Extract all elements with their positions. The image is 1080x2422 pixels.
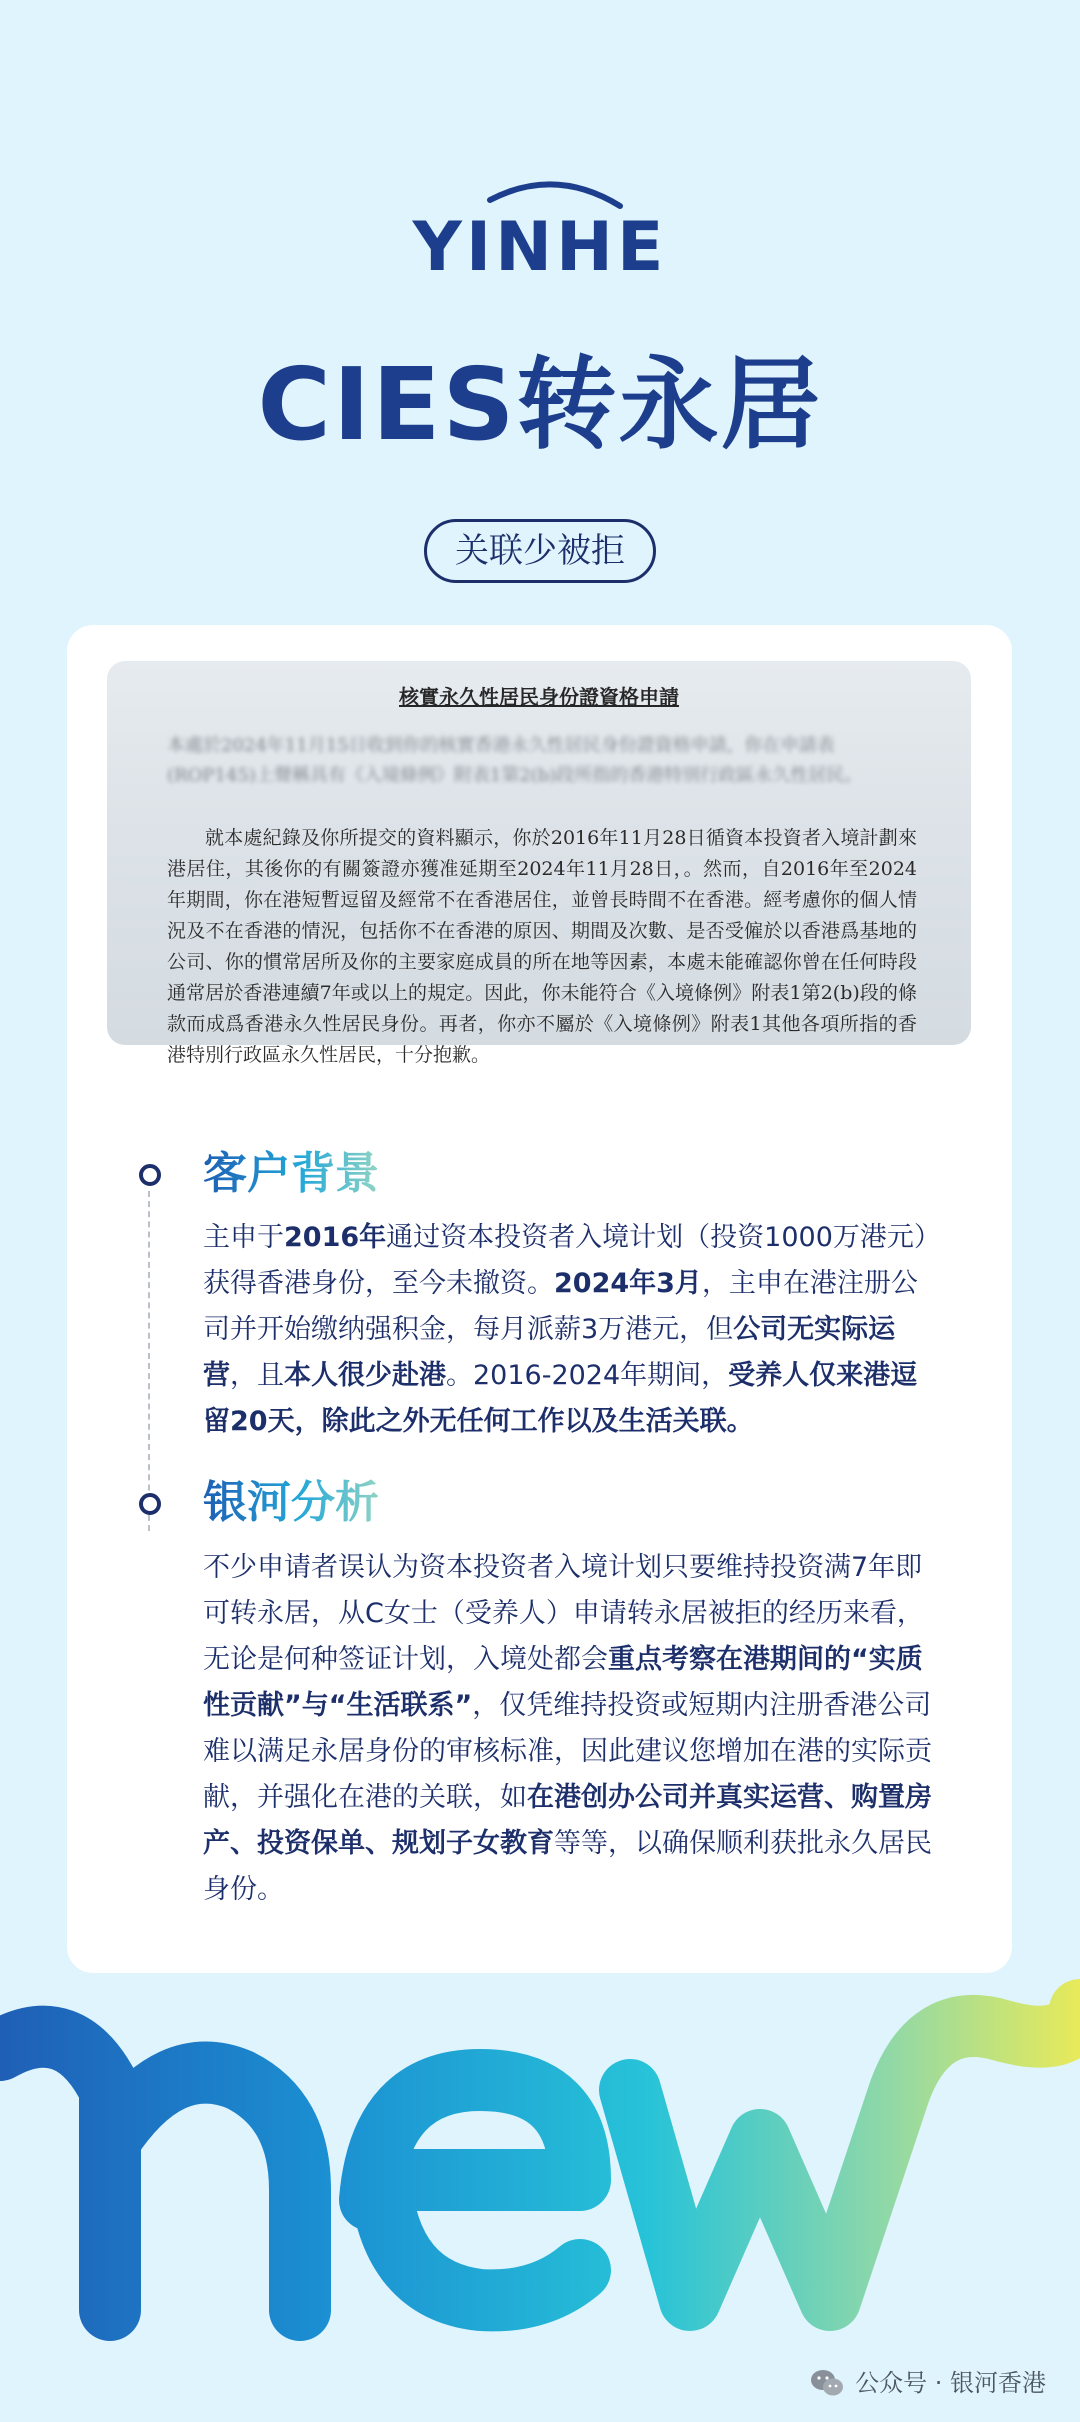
body-text: ，且 xyxy=(230,1360,284,1391)
wechat-footer[interactable] xyxy=(809,2365,1046,2401)
emphasis-text: 公司无实际运营 xyxy=(203,1314,896,1391)
emphasis-text: 本人很少赴港 xyxy=(284,1360,446,1391)
letter-title: 核實永久性居民身份證資格申請 xyxy=(399,685,679,709)
timeline-dot-1 xyxy=(139,1164,161,1186)
new-ribbon-art xyxy=(0,1990,1080,2422)
logo-text: YINHE xyxy=(412,208,668,287)
section-title-background: 客户背景 xyxy=(203,1146,379,1202)
letter-blurred-paragraph: 本處於2024年11月15日收到你的核實香港永久性居民身份證資格申請，你在申請表(ROP145)上聲稱具有《入境條例》附表1第2(b)段所指的香港特別行政區永久性居民。 xyxy=(167,735,863,786)
section-body-background xyxy=(203,1215,943,1445)
wechat-account-label: 公众号 · 银河香港 xyxy=(855,2369,1046,2397)
emphasis-text: 重点考察在港期间的“实质性贡献”与“生活联系” xyxy=(203,1644,923,1721)
body-text: ，仅凭维持投资或短期内注册香港公司难以满足永居身份的审核标准，因此建议您增加在港的实际贡献，并强化在港的关联，如 xyxy=(203,1690,932,1813)
yinhe-logo-mark xyxy=(412,178,668,288)
body-text: ，主申在港注册公司并开始缴纳强积金，每月派薪3万港元，但 xyxy=(203,1268,918,1345)
body-text: 。2016-2024年期间， xyxy=(446,1360,729,1391)
emphasis-text: 在港创办公司并真实运营、购置房产、投资保单、规划子女教育 xyxy=(203,1782,932,1859)
ribbon-path xyxy=(0,2010,1080,2310)
subtitle-pill: 关联少被拒 xyxy=(424,519,656,583)
wechat-icon xyxy=(809,2368,845,2398)
emphasis-text: 受养人仅来港逗留20天，除此之外无任何工作以及生活关联。 xyxy=(203,1360,918,1437)
body-text: 等等，以确保顺利获批永久居民身份。 xyxy=(203,1828,932,1905)
body-text: 主申于 xyxy=(203,1222,284,1253)
body-text: 通过资本投资者入境计划（投资1000万港元）获得香港身份，至今未撤资。 xyxy=(203,1222,941,1299)
section-body-analysis xyxy=(203,1545,943,1913)
content-card xyxy=(67,625,1012,1973)
emphasis-text: 2016年 xyxy=(284,1222,387,1253)
brand-logo xyxy=(0,178,1080,288)
section-title-analysis: 银河分析 xyxy=(203,1475,379,1531)
subtitle-wrap xyxy=(0,519,1080,583)
body-text: 不少申请者误认为资本投资者入境计划只要维持投资满7年即可转永居，从C女士（受养人）申请转永居被拒的经历来看，无论是何种签证计划，入境处都会 xyxy=(203,1552,924,1675)
page-title: CIES转永居 xyxy=(257,346,823,463)
emphasis-text: 2024年3月 xyxy=(554,1268,702,1299)
timeline-dashed-line xyxy=(148,1191,150,1531)
rejection-letter-image xyxy=(107,661,971,1066)
timeline-dot-2 xyxy=(139,1493,161,1515)
letter-body: 就本處紀錄及你所提交的資料顯示，你於2016年11月28日循資本投資者入境計劃來港居住，其後你的有關簽證亦獲准延期至2024年11月28日，。然而，自2016年至2024年期間，你在港短暫逗留及經常不在香港居住，並曾長時間不在香港。經考慮你的個人情況及不在香港的情況，包括你不在香港的原因、期間及次數、是否受僱於以香港爲基地的公司、你的慣常居所及你的主要家庭成員的所在地等因素，本處未能確認你曾在任何時段通常居於香港連續7年或以上的規定。因此，你未能符合《入境條例》附表1第2(b)段的條款而成爲香港永久性居民身份。再者，你亦不屬於《入境條例》附表1其他各項所指的香港特別行政區永久性居民，十分抱歉。 xyxy=(167,827,917,1066)
